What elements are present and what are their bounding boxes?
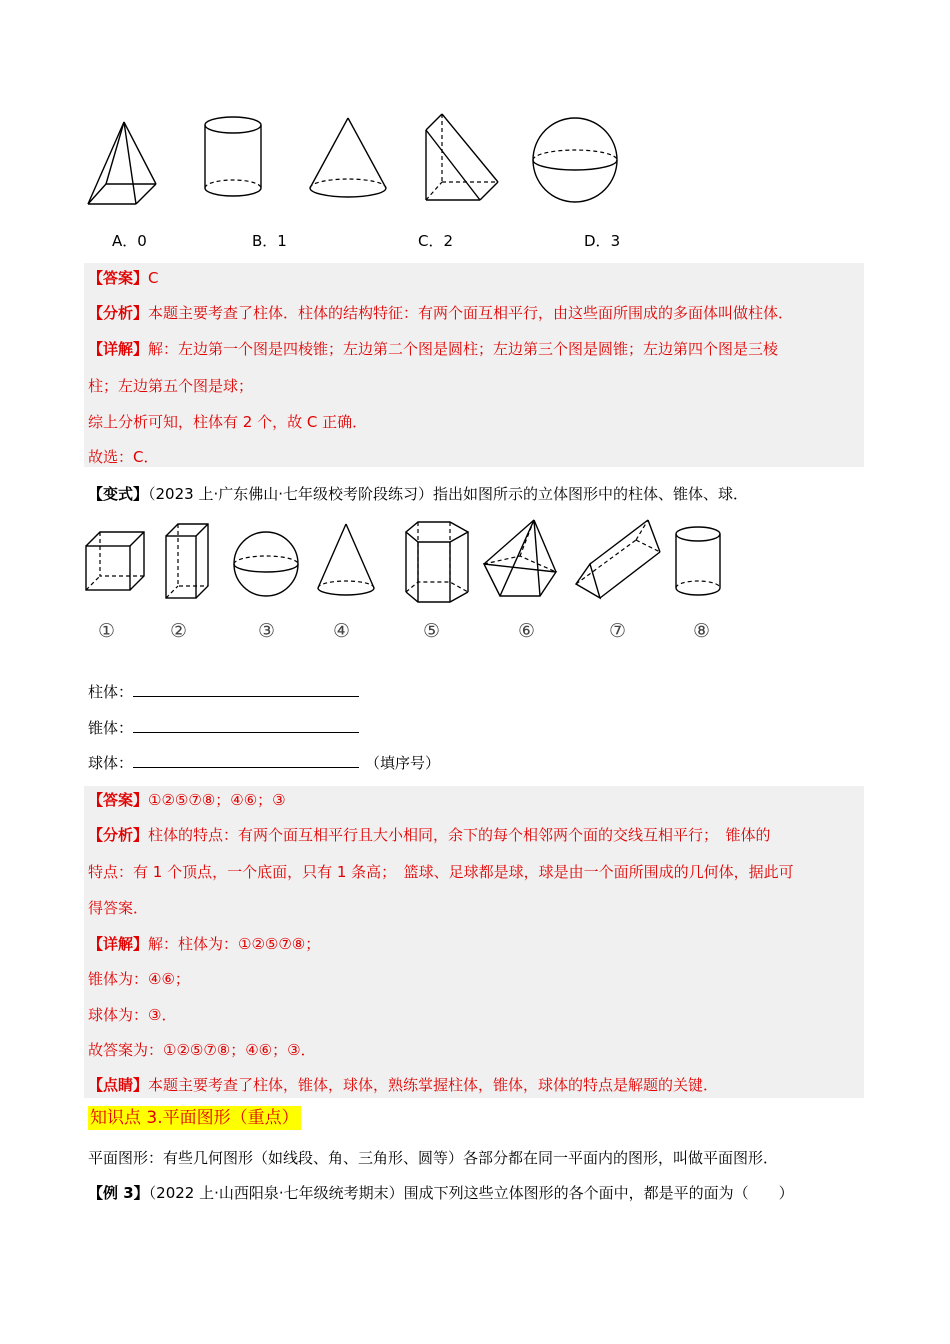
answer-text: C bbox=[148, 269, 159, 287]
option-value: 2 bbox=[443, 232, 454, 250]
cylinder-figure bbox=[205, 117, 261, 196]
detail-text: 解：柱体为：①②⑤⑦⑧； bbox=[148, 935, 321, 953]
q1-figures bbox=[80, 110, 640, 210]
fill-label: 球体： bbox=[88, 754, 134, 772]
option-a[interactable] bbox=[112, 230, 147, 251]
variant-detail-line2: 锥体为：④⑥； bbox=[88, 970, 190, 988]
square-pyramid-figure bbox=[88, 122, 156, 204]
q1-solution-box bbox=[84, 263, 864, 467]
figure-label-3: ③ bbox=[258, 620, 276, 642]
fill-prism bbox=[88, 682, 359, 702]
cone-blank[interactable] bbox=[133, 718, 359, 733]
option-d[interactable] bbox=[584, 230, 620, 251]
detail-tag: 【详解】 bbox=[88, 340, 149, 358]
hexagonal-prism-figure bbox=[406, 522, 468, 602]
answer-tag: 【答案】 bbox=[88, 269, 149, 287]
variant-detail-line1 bbox=[88, 934, 320, 954]
q1-detail-line4: 故选：C． bbox=[88, 448, 159, 466]
fill-label: 锥体： bbox=[88, 719, 134, 737]
q1-detail-line3: 综上分析可知，柱体有 2 个，故 C 正确． bbox=[88, 413, 368, 431]
figure-label-4: ④ bbox=[333, 620, 351, 642]
fill-note: （填序号） bbox=[365, 754, 441, 772]
variant-text: （2023 上·广东佛山·七年级校考阶段练习）指出如图所示的立体图形中的柱体、锥体、球． bbox=[148, 485, 748, 503]
figure-label-6: ⑥ bbox=[518, 620, 536, 642]
cone-figure bbox=[318, 524, 374, 595]
q1-analysis bbox=[88, 303, 793, 323]
q1-detail-line1 bbox=[88, 339, 778, 359]
cube-figure bbox=[86, 532, 144, 590]
variant-analysis-line3: 得答案． bbox=[88, 899, 149, 917]
option-letter: A． bbox=[112, 232, 138, 250]
figure-label-7: ⑦ bbox=[609, 620, 627, 642]
comment-text: 本题主要考查了柱体，锥体，球体，熟练掌握柱体，锥体，球体的特点是解题的关键． bbox=[148, 1076, 719, 1094]
option-letter: C． bbox=[418, 232, 444, 250]
answer-tag: 【答案】 bbox=[88, 791, 149, 809]
cylinder-figure bbox=[676, 527, 720, 595]
cuboid-figure bbox=[166, 524, 208, 598]
detail-tag: 【详解】 bbox=[88, 935, 149, 953]
variant-question bbox=[88, 484, 748, 504]
figure-label-5: ⑤ bbox=[423, 620, 441, 642]
analysis-tag: 【分析】 bbox=[88, 826, 149, 844]
option-b[interactable] bbox=[252, 230, 287, 251]
sphere-figure bbox=[234, 532, 298, 596]
example-3-question bbox=[88, 1183, 794, 1203]
option-letter: D． bbox=[584, 232, 611, 250]
fill-sphere bbox=[88, 753, 440, 773]
figure-label-8: ⑧ bbox=[693, 620, 711, 642]
variant-detail-line3: 球体为：③． bbox=[88, 1006, 177, 1024]
triangular-prism-lying-figure bbox=[576, 520, 660, 598]
knowledge-point-title: 知识点 3.平面图形（重点） bbox=[90, 1108, 299, 1128]
analysis-text: 本题主要考查了柱体．柱体的结构特征：有两个面互相平行，由这些面所围成的多面体叫做柱体． bbox=[148, 304, 794, 322]
prism-blank[interactable] bbox=[133, 682, 359, 697]
fill-cone bbox=[88, 718, 359, 738]
analysis-text: 柱体的特点：有两个面互相平行且大小相同，余下的每个相邻两个面的交线互相平行； 锥体的 bbox=[148, 826, 771, 844]
figure-label-2: ② bbox=[170, 620, 188, 642]
option-letter: B． bbox=[252, 232, 278, 250]
option-value: 0 bbox=[137, 232, 147, 250]
variant-tag: 【变式】 bbox=[88, 485, 149, 503]
plane-figure-definition: 平面图形：有些几何图形（如线段、角、三角形、圆等）各部分都在同一平面内的图形，叫做平面图形． bbox=[88, 1149, 779, 1167]
pentagonal-pyramid-figure bbox=[484, 520, 556, 596]
variant-answer bbox=[88, 790, 286, 810]
triangular-prism-figure bbox=[426, 114, 498, 200]
example-text: （2022 上·山西阳泉·七年级统考期末）围成下列这些立体图形的各个面中，都是平的面为（ ） bbox=[148, 1184, 794, 1202]
fill-label: 柱体： bbox=[88, 683, 134, 701]
detail-text: 解：左边第一个图是四棱锥；左边第二个图是圆柱；左边第三个图是圆锥；左边第四个图是三棱 bbox=[148, 340, 779, 358]
variant-detail-line4: 故答案为：①②⑤⑦⑧；④⑥；③． bbox=[88, 1041, 316, 1059]
variant-analysis-line2: 特点：有 1 个顶点，一个底面，只有 1 条高； 篮球、足球都是球，球是由一个面所围成的几何体，据此可 bbox=[88, 863, 794, 881]
figure-label-1: ① bbox=[98, 620, 116, 642]
variant-figures bbox=[80, 512, 740, 608]
analysis-tag: 【分析】 bbox=[88, 304, 149, 322]
variant-comment bbox=[88, 1075, 718, 1095]
variant-analysis-line1 bbox=[88, 825, 771, 845]
sphere-blank[interactable] bbox=[133, 753, 359, 768]
cone-figure bbox=[310, 118, 386, 197]
comment-tag: 【点睛】 bbox=[88, 1076, 149, 1094]
answer-text: ①②⑤⑦⑧；④⑥；③ bbox=[148, 791, 286, 809]
option-value: 3 bbox=[610, 232, 621, 250]
sphere-figure bbox=[533, 118, 617, 202]
option-value: 1 bbox=[277, 232, 287, 250]
example-tag: 【例 3】 bbox=[88, 1184, 149, 1202]
q1-answer bbox=[88, 268, 159, 288]
option-c[interactable] bbox=[418, 230, 453, 251]
q1-detail-line2: 柱；左边第五个图是球； bbox=[88, 377, 254, 395]
